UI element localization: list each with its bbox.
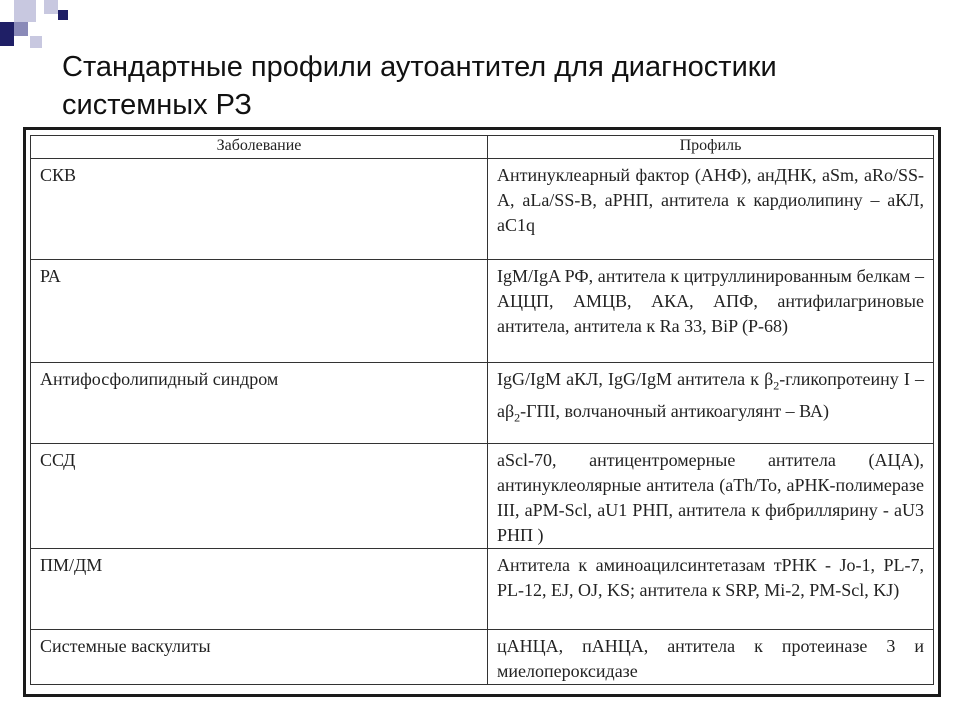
disease-cell: СКВ — [31, 159, 488, 260]
profile-cell: Антитела к аминоацилсинтетазам тРНК - Jo-1, PL-7, PL-12, EJ, OJ, KS; антитела к SRP, Mi-2, PM-Scl, KJ) — [488, 549, 934, 630]
disease-cell: РА — [31, 260, 488, 363]
profile-cell: Антинуклеарный фактор (АНФ), анДНК, aSm, aRo/SS-A, aLa/SS-B, аРНП, антитела к кардиолипину – аКЛ, аС1q — [488, 159, 934, 260]
table-row — [31, 630, 934, 685]
disease-cell: ПМ/ДМ — [31, 549, 488, 630]
table-row — [31, 444, 934, 549]
subscript-2: 2 — [514, 410, 521, 425]
table-row — [31, 159, 934, 260]
table-row — [31, 363, 934, 444]
table-row — [31, 549, 934, 630]
table-row — [31, 260, 934, 363]
profile-cell: цАНЦА, пАНЦА, антитела к протеиназе 3 и миелопероксидазе — [488, 630, 934, 685]
header-disease: Заболевание — [31, 136, 488, 159]
profile-text-part: IgG/IgM аКЛ, IgG/IgM антитела к β — [497, 369, 774, 389]
disease-cell: Антифосфолипидный синдром — [31, 363, 488, 444]
autoantibody-profiles-table — [30, 135, 934, 685]
disease-cell: ССД — [31, 444, 488, 549]
profile-cell — [488, 363, 934, 444]
subscript-2: 2 — [773, 378, 780, 393]
header-profile: Профиль — [488, 136, 934, 159]
disease-cell: Системные васкулиты — [31, 630, 488, 685]
profile-cell: IgM/IgA РФ, антитела к цитруллинированным белкам – АЦЦП, АМЦВ, АКА, АПФ, антифилагриновые антитела, антитела к Ra 33, BiP (P-68) — [488, 260, 934, 363]
table-header-row — [31, 136, 934, 159]
profiles-table-frame — [23, 127, 941, 697]
profile-cell: aScl-70, антицентромерные антитела (АЦА), антинуклеолярные антитела (aTh/To, аРНК-полимеразе III, aPM-Scl, aU1 РНП, антитела к фибриллярину - aU3 РНП ) — [488, 444, 934, 549]
profile-text-part: -ГПI, волчаночный антикоагулянт – ВА) — [520, 400, 829, 421]
slide-title: Стандартные профили аутоантител для диагностики системных РЗ — [62, 51, 777, 121]
profile-text-part: -гликопротеину I – аβ — [497, 369, 924, 421]
